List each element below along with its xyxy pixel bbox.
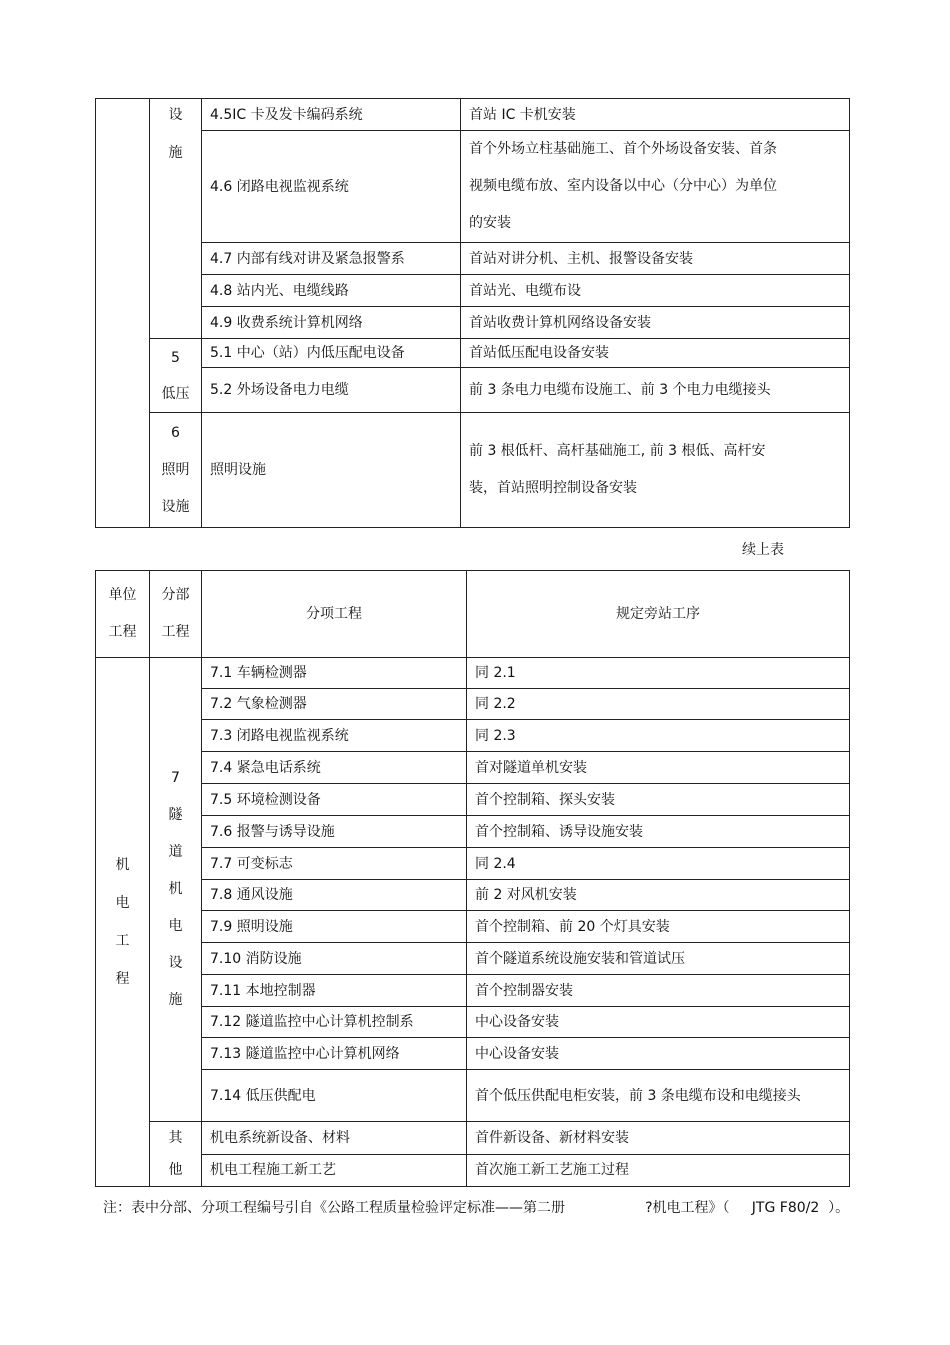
item-cell: 7.14 低压供配电 — [202, 1070, 467, 1122]
table-row — [96, 413, 850, 528]
header-text: 单位 — [108, 587, 137, 603]
procedure-cell: 前 3 条电力电缆布设施工、前 3 个电力电缆接头 — [461, 368, 850, 413]
procedure-cell: 首站 IC 卡机安装 — [461, 99, 850, 131]
procedure-cell: 同 2.3 — [467, 720, 850, 752]
procedure-line: 视频电缆布放、室内设备以中心（分中心）为单位 — [469, 178, 777, 194]
procedure-cell: 同 2.4 — [467, 848, 850, 880]
procedure-line: 首个外场立柱基础施工、首个外场设备安装、首条 — [469, 141, 777, 157]
division-char: 其 — [168, 1130, 183, 1146]
procedure-line: 前 3 根低杆、高杆基础施工, 前 3 根低、高杆安 — [469, 443, 766, 459]
item-cell: 7.3 闭路电视监视系统 — [202, 720, 467, 752]
procedure-cell: 首站光、电缆布设 — [461, 275, 850, 307]
division-cell-tunnel — [150, 658, 202, 1122]
table-row — [96, 1038, 850, 1070]
table-continued-part — [95, 98, 850, 528]
table-row — [96, 1154, 850, 1187]
item-cell: 7.2 气象检测器 — [202, 689, 467, 720]
unit-cell-mechatronics — [96, 658, 150, 1187]
item-cell: 4.8 站内光、电缆线路 — [202, 275, 461, 307]
division-char: 电 — [168, 918, 183, 934]
table-row — [96, 880, 850, 911]
item-cell: 7.4 紧急电话系统 — [202, 752, 467, 784]
table-main — [95, 570, 850, 1187]
division-char: 低压 — [161, 385, 190, 402]
division-char: 机 — [168, 881, 183, 897]
division-char: 设施 — [161, 498, 190, 515]
table-row — [96, 689, 850, 720]
header-item: 分项工程 — [202, 571, 467, 658]
item-cell: 7.6 报警与诱导设施 — [202, 816, 467, 848]
item-cell: 机电工程施工新工艺 — [202, 1154, 467, 1187]
procedure-cell: 首次施工新工艺施工过程 — [467, 1154, 850, 1187]
division-char: 5 — [171, 349, 180, 366]
division-char: 设 — [168, 107, 183, 123]
item-cell: 7.9 照明设施 — [202, 911, 467, 943]
division-cell-facility — [150, 99, 202, 339]
procedure-cell: 首站收费计算机网络设备安装 — [461, 307, 850, 339]
procedure-cell: 首个隧道系统设施安装和管道试压 — [467, 943, 850, 975]
division-char: 设 — [168, 955, 183, 971]
division-char: 施 — [168, 145, 183, 161]
division-char: 他 — [168, 1162, 183, 1178]
table-row — [96, 1122, 850, 1155]
unit-char: 工 — [115, 933, 130, 949]
item-cell: 机电系统新设备、材料 — [202, 1122, 467, 1155]
unit-char: 电 — [115, 895, 130, 911]
division-char: 照明 — [161, 461, 190, 478]
procedure-cell: 中心设备安装 — [467, 1007, 850, 1038]
division-char: 6 — [171, 424, 180, 441]
table-row — [96, 752, 850, 784]
header-text: 工程 — [161, 624, 190, 640]
table-row — [96, 975, 850, 1007]
table-row — [96, 943, 850, 975]
item-cell: 7.12 隧道监控中心计算机控制系 — [202, 1007, 467, 1038]
table-row — [96, 99, 850, 131]
item-cell: 7.5 环境检测设备 — [202, 784, 467, 816]
procedure-cell: 同 2.1 — [467, 658, 850, 689]
item-cell: 照明设施 — [202, 413, 461, 528]
item-cell: 7.8 通风设施 — [202, 880, 467, 911]
division-char: 7 — [171, 770, 180, 786]
item-cell: 5.1 中心（站）内低压配电设备 — [202, 339, 461, 368]
item-cell: 7.7 可变标志 — [202, 848, 467, 880]
item-cell: 7.10 消防设施 — [202, 943, 467, 975]
table-row — [96, 307, 850, 339]
procedure-cell: 首个低压供配电柜安装，前 3 条电缆布设和电缆接头 — [467, 1070, 850, 1122]
table-row — [96, 911, 850, 943]
unit-char: 机 — [115, 857, 130, 873]
procedure-cell — [461, 413, 850, 528]
division-char: 道 — [168, 844, 183, 860]
header-division — [150, 571, 202, 658]
item-cell: 7.11 本地控制器 — [202, 975, 467, 1007]
item-cell: 5.2 外场设备电力电缆 — [202, 368, 461, 413]
procedure-cell: 首站低压配电设备安装 — [461, 339, 850, 368]
procedure-cell — [461, 131, 850, 243]
unit-cell-empty — [96, 99, 150, 528]
item-cell: 4.7 内部有线对讲及紧急报警系 — [202, 243, 461, 275]
table-header-row — [96, 571, 850, 658]
procedure-cell: 前 2 对风机安装 — [467, 880, 850, 911]
table-row — [96, 1070, 850, 1122]
table-row — [96, 243, 850, 275]
header-procedure: 规定旁站工序 — [467, 571, 850, 658]
header-unit — [96, 571, 150, 658]
table-row — [96, 368, 850, 413]
table-row — [96, 720, 850, 752]
table-row — [96, 816, 850, 848]
item-cell: 4.9 收费系统计算机网络 — [202, 307, 461, 339]
procedure-cell: 首个控制器安装 — [467, 975, 850, 1007]
table-row — [96, 848, 850, 880]
procedure-line: 装，首站照明控制设备安装 — [469, 480, 637, 496]
table-row — [96, 339, 850, 368]
division-cell-low-voltage — [150, 339, 202, 413]
division-cell-other — [150, 1122, 202, 1187]
item-cell: 4.6 闭路电视监视系统 — [202, 131, 461, 243]
continued-label: 续上表 — [742, 542, 784, 558]
table-row — [96, 1007, 850, 1038]
item-cell: 7.1 车辆检测器 — [202, 658, 467, 689]
procedure-cell: 首站对讲分机、主机、报警设备安装 — [461, 243, 850, 275]
item-cell: 4.5IC 卡及发卡编码系统 — [202, 99, 461, 131]
unit-char: 程 — [115, 971, 130, 987]
table-row — [96, 658, 850, 689]
procedure-line: 的安装 — [469, 215, 511, 231]
division-char: 隧 — [168, 807, 183, 823]
procedure-cell: 中心设备安装 — [467, 1038, 850, 1070]
table-row — [96, 275, 850, 307]
division-cell-lighting — [150, 413, 202, 528]
table-footnote: 注：表中分部、分项工程编号引自《公路工程质量检验评定标准——第二册 ?机电工程》（ JTG F80/2 ）。 — [103, 1200, 850, 1216]
header-text: 工程 — [108, 624, 137, 640]
procedure-cell: 首个控制箱、前 20 个灯具安装 — [467, 911, 850, 943]
procedure-cell: 首个控制箱、诱导设施安装 — [467, 816, 850, 848]
procedure-cell: 首对隧道单机安装 — [467, 752, 850, 784]
table-row — [96, 131, 850, 243]
procedure-cell: 首件新设备、新材料安装 — [467, 1122, 850, 1155]
header-text: 分部 — [161, 587, 190, 603]
item-cell: 7.13 隧道监控中心计算机网络 — [202, 1038, 467, 1070]
procedure-cell: 同 2.2 — [467, 689, 850, 720]
division-char: 施 — [168, 992, 183, 1008]
table-row — [96, 784, 850, 816]
procedure-cell: 首个控制箱、探头安装 — [467, 784, 850, 816]
